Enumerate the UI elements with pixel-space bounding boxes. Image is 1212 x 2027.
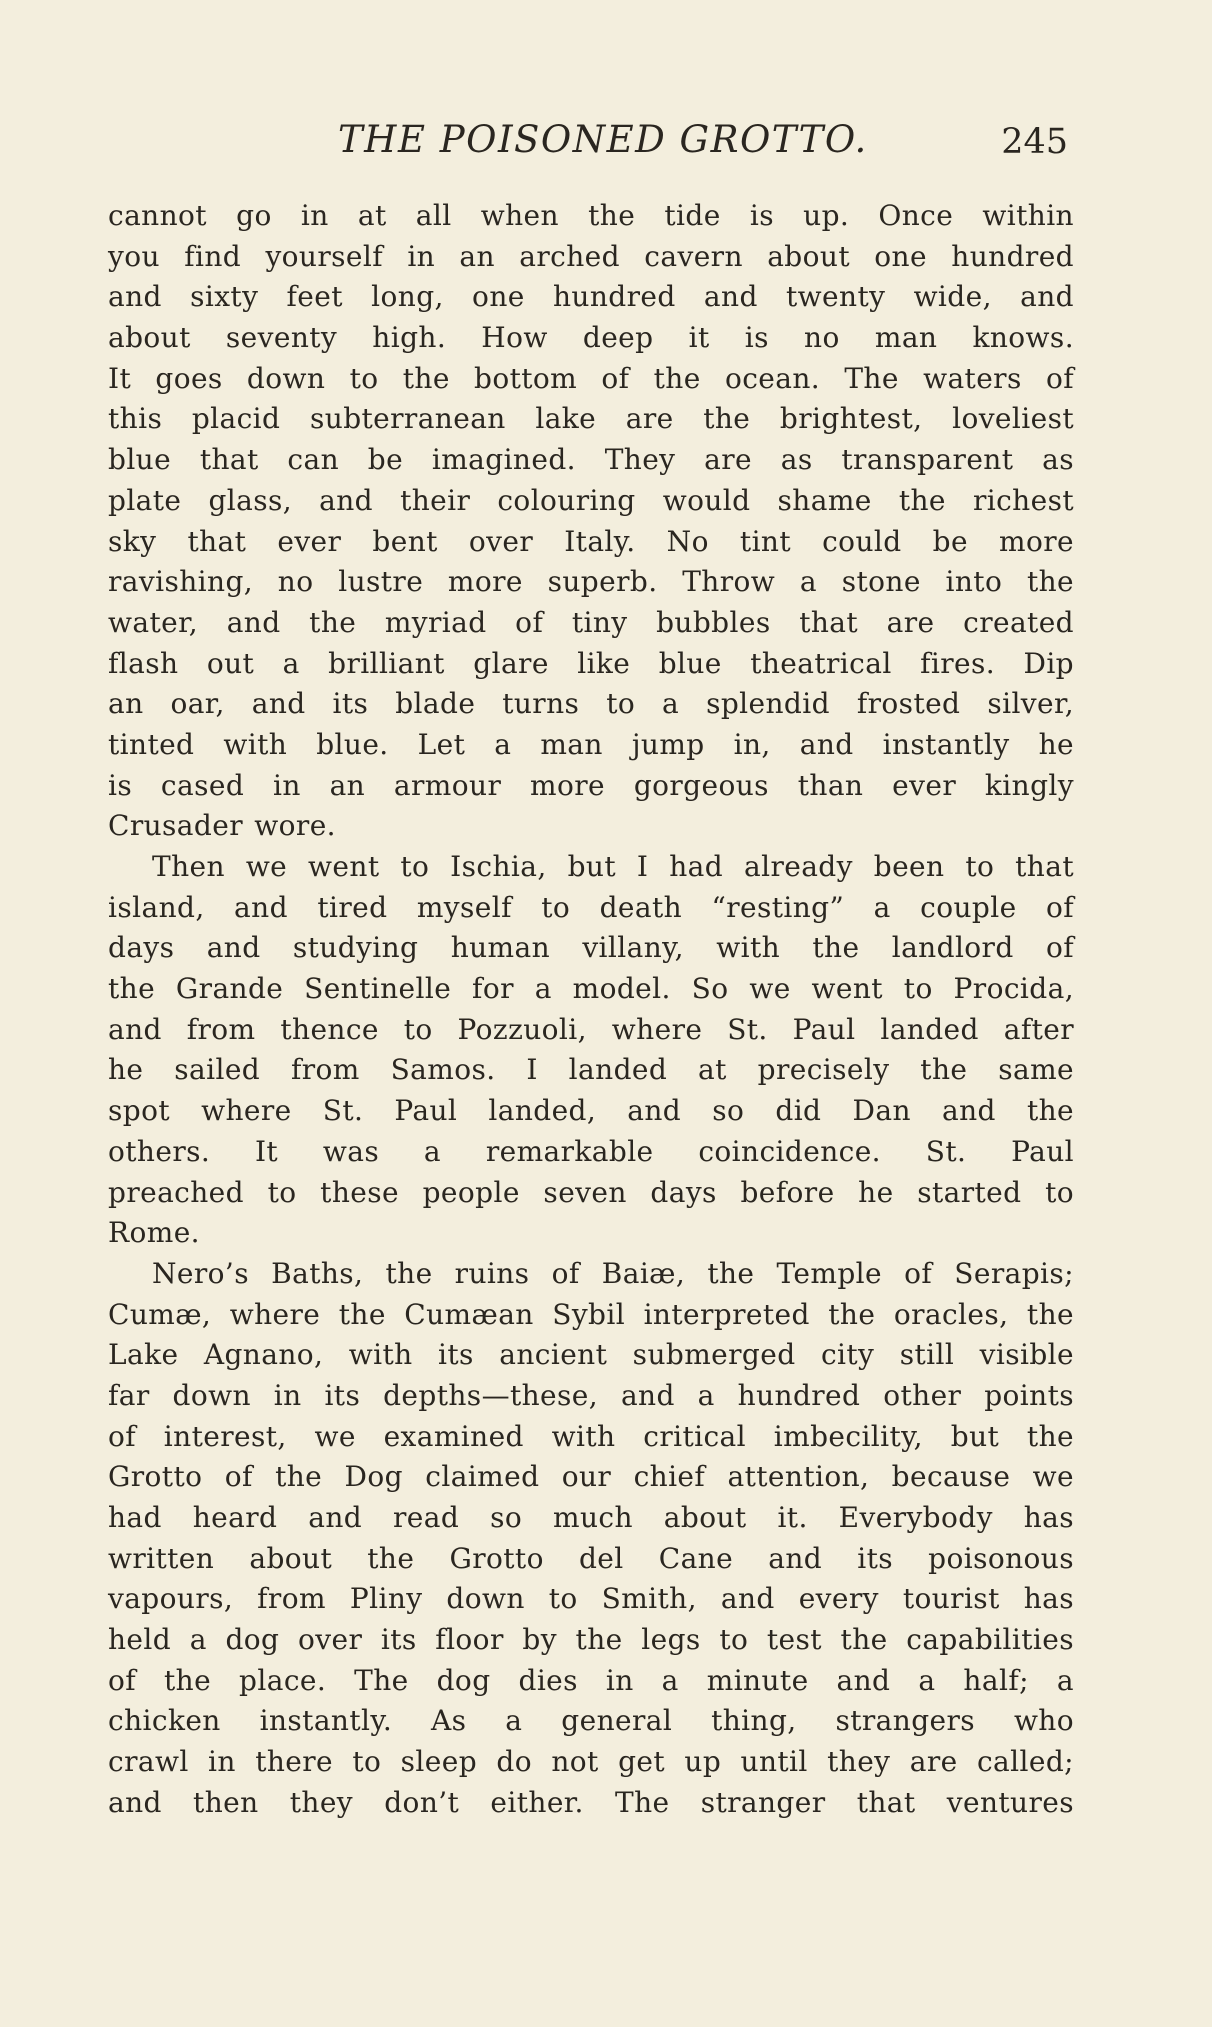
text-line: plate glass, and their colouring would shame the richest — [108, 483, 1074, 517]
text-line: he sailed from Samos. I landed at precisely the same — [108, 1053, 1074, 1087]
text-line: this placid subterranean lake are the brightest, loveliest — [108, 402, 1074, 436]
text-line: water, and the myriad of tiny bubbles that are created — [108, 605, 1074, 639]
page-number: 245 — [1001, 122, 1068, 162]
text-line: preached to these people seven days before he started to — [108, 1175, 1074, 1209]
paragraph-start-line: Nero’s Baths, the ruins of Baiæ, the Temple of Serapis; — [152, 1256, 1074, 1290]
paragraph-end-line: Crusader wore. — [108, 809, 336, 843]
text-line: held a dog over its floor by the legs to test the capabilities — [108, 1623, 1074, 1657]
text-line: others. It was a remarkable coincidence. St. Paul — [108, 1134, 1074, 1168]
text-line: It goes down to the bottom of the ocean. The waters of — [108, 361, 1074, 395]
text-line: days and studying human villany, with the landlord of — [108, 931, 1074, 965]
text-line: island, and tired myself to death “resting” a couple of — [108, 890, 1074, 924]
text-line: chicken instantly. As a general thing, strangers who — [108, 1704, 1074, 1738]
text-line: had heard and read so much about it. Everybody has — [108, 1501, 1074, 1534]
text-line: crawl in there to sleep do not get up until they are called; — [108, 1745, 1074, 1779]
text-line: about seventy high. How deep it is no man knows. — [108, 321, 1074, 355]
paragraph-end-line: Rome. — [108, 1216, 200, 1250]
running-head: THE POISONED GROTTO. — [338, 118, 868, 161]
text-line: of interest, we examined with critical imbecility, but the — [108, 1419, 1074, 1453]
body-text — [108, 196, 1074, 1824]
page-header — [108, 118, 1068, 178]
text-line: of the place. The dog dies in a minute and a half; a — [108, 1663, 1074, 1697]
text-line: sky that ever bent over Italy. No tint could be more — [108, 524, 1074, 558]
text-line: is cased in an armour more gorgeous than ever kingly — [108, 768, 1074, 802]
text-line: ravishing, no lustre more superb. Throw a stone into the — [108, 565, 1074, 599]
text-line: cannot go in at all when the tide is up. Once within — [108, 199, 1074, 232]
text-line: and sixty feet long, one hundred and twenty wide, and — [108, 280, 1074, 314]
text-line: tinted with blue. Let a man jump in, and instantly he — [108, 727, 1074, 761]
text-line: spot where St. Paul landed, and so did Dan and the — [108, 1094, 1074, 1128]
text-line: and from thence to Pozzuoli, where St. Paul landed after — [108, 1012, 1074, 1046]
text-line: Grotto of the Dog claimed our chief attention, because we — [108, 1460, 1074, 1494]
paragraph-start-line: Then we went to Ischia, but I had already been to that — [152, 850, 1074, 883]
text-line: far down in its depths—these, and a hundred other points — [108, 1378, 1074, 1412]
text-line: flash out a brilliant glare like blue theatrical fires. Dip — [108, 646, 1074, 680]
text-line: blue that can be imagined. They are as transparent as — [108, 443, 1074, 477]
text-line: and then they don’t either. The stranger that ventures — [108, 1785, 1074, 1819]
text-line: Lake Agnano, with its ancient submerged city still visible — [108, 1338, 1074, 1372]
text-line: the Grande Sentinelle for a model. So we went to Procida, — [108, 972, 1074, 1006]
text-line: Cumæ, where the Cumæan Sybil interpreted the oracles, the — [108, 1297, 1074, 1331]
text-line: you find yourself in an arched cavern about one hundred — [108, 239, 1074, 273]
text-line: an oar, and its blade turns to a splendid frosted silver, — [108, 687, 1074, 721]
text-line: written about the Grotto del Cane and its poisonous — [108, 1541, 1074, 1575]
text-line: vapours, from Pliny down to Smith, and every tourist has — [108, 1582, 1074, 1616]
